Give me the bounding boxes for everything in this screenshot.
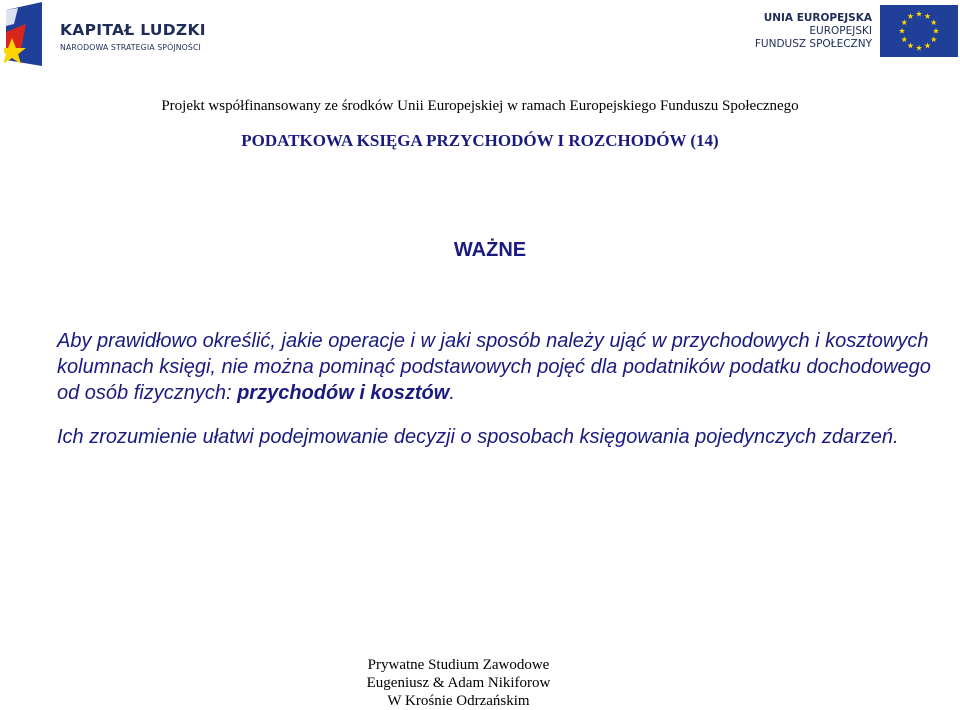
eu-logo-line3: FUNDUSZ SPOŁECZNY [754,38,872,50]
paragraph-definitions-text: Aby prawidłowo określić, jakie operacje i w jaki sposób należy ująć w przychodowych i kosztowych kolumnach księgi, nie można pominąć podstawowych pojęć dla podatników podatku dochodowego od osób fizycznych: [57,330,931,404]
footer-institution [300,656,617,710]
footer-line2: Eugeniusz & Adam Nikiforow [366,675,551,691]
important-heading: WAŻNE [453,239,527,261]
kapital-ludzki-emblem-icon [4,2,54,68]
project-cofinancing-line: Projekt współfinansowany ze środków Unii Europejskiej w ramach Europejskiego Funduszu Społecznego [161,98,799,114]
eu-logo-line1: UNIA EUROPEJSKA [763,12,872,24]
paragraph-definitions-end: . [449,382,455,404]
paragraph-definitions [57,328,937,406]
paragraph-definitions-emphasis: przychodów i kosztów [237,382,450,404]
kapital-ludzki-title: KAPITAŁ LUDZKI [60,21,206,39]
paragraph-understanding: Ich zrozumienie ułatwi podejmowanie decyzji o sposobach księgowania pojedynczych zdarzeń. [57,426,899,448]
eu-flag-icon [880,5,958,57]
kapital-ludzki-logo [4,2,204,68]
eu-logo-line2: EUROPEJSKI [809,25,872,37]
document-title: PODATKOWA KSIĘGA PRZYCHODÓW I ROZCHODÓW (14) [241,131,719,150]
kapital-ludzki-subtitle: NARODOWA STRATEGIA SPÓJNOŚCI [60,43,201,52]
eu-logo-text [755,12,872,51]
eu-fund-logo [740,5,958,61]
footer-line1: Prywatne Studium Zawodowe [367,657,550,673]
footer-line3: W Krośnie Odrzańskim [387,693,530,709]
